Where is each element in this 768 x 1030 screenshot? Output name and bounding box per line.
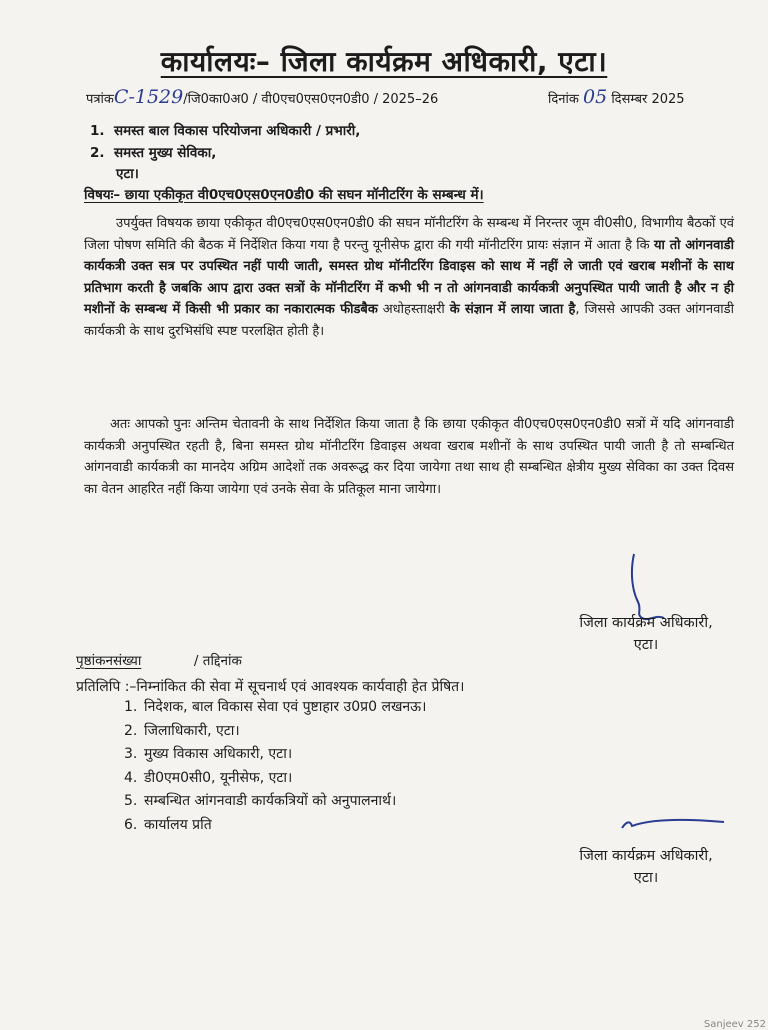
list-item-text: कार्यालय प्रति <box>144 816 212 833</box>
date-handwritten: 05 <box>582 86 608 108</box>
list-item-num: 4. <box>124 769 138 786</box>
para1-bold-1: या तो आंगनवाडी कार्यकत्री उक्त सत्र पर उपस्थित नहीं पायी जाती, समस्त ग्रोथ मॉनीटरिंग डिवाइस को साथ में नहीं ले जाती एवं खराब मशीनों के साथ प्रतिभाग करती है जबकि आप द्वारा उक्त सत्रों के मॉनीटरिंग में कभी भी न तो आंगनवाडी कार्यकत्री अनुपस्थित पायी जाती है और न ही मशीनों के सम्बन्ध में किसी भी प्रकार का नकारात्मक फीडबैक <box>84 237 734 317</box>
copy-intro: प्रतिलिपि :–निम्नांकित की सेवा में सूचनार्थ एवं आवश्यक कार्यवाही हेत प्रेषित। <box>76 679 465 695</box>
list-item-text: निदेशक, बाल विकास सेवा एवं पुष्टाहार उ0प्र0 लखनऊ। <box>144 699 427 715</box>
endorsement-date-label: / तद्दिनांक <box>193 653 242 669</box>
subject-line: विषयः– छाया एकीकृत वी0एच0एस0एन0डी0 की सघन मॉनीटरिंग के सम्बन्ध में। <box>84 187 484 203</box>
patrank-rest: /जि0का0अ0 / वी0एच0एस0एन0डी0 / 2025–26 <box>183 92 439 107</box>
signature-place: एटा। <box>633 870 659 886</box>
para1-text-2: अधोहस्ताक्षरी <box>377 302 450 317</box>
list-item-num: 6. <box>124 816 138 833</box>
addressee-1 <box>90 121 360 139</box>
addressee-2 <box>90 143 216 161</box>
list-item-num: 5. <box>124 793 138 809</box>
addressee-num: 2. <box>90 145 105 161</box>
addressee-place: एटा। <box>116 166 139 182</box>
date-label: दिनांक <box>548 92 579 107</box>
list-item-text: जिलाधिकारी, एटा। <box>144 722 240 739</box>
para1-text-1: उपर्युक्त विषयक छाया एकीकृत वी0एच0एस0एन0डी0 की सघन मॉनीटरिंग के सम्बन्ध में निरन्तर जूम वी0सी0, विभागीय बैठकों एवं जिला पोषण समिति की बैठक में निर्देशित किया गया है परन्तु यूनीसेफ द्वारा की गयी मॉनीटरिंग प्रायः संज्ञान में आता है कि <box>84 216 734 253</box>
addressee-text: समस्त बाल विकास परियोजना अधिकारी / प्रभारी, <box>113 123 361 139</box>
body-paragraph-1 <box>84 213 734 342</box>
list-item-num: 2. <box>124 722 138 739</box>
list-item-num: 1. <box>124 699 138 715</box>
office-title-text: कार्यालयः– जिला कार्यक्रम अधिकारी, एटा। <box>160 45 608 78</box>
list-item <box>124 720 426 744</box>
list-item-text: मुख्य विकास अधिकारी, एटा। <box>144 746 293 762</box>
office-title <box>0 42 768 80</box>
list-item-num: 3. <box>124 746 138 762</box>
list-item <box>124 743 426 767</box>
endorsement-number-label: पृष्ठांकनसंख्या <box>76 653 142 669</box>
signature-mark-2 <box>618 814 728 844</box>
para1-bold-2: के संज्ञान में लाया जाता है <box>449 302 576 317</box>
list-item <box>124 767 426 791</box>
body-paragraph-2: अतः आपको पुनः अन्तिम चेतावनी के साथ निर्देशित किया जाता है कि छाया एकीकृत वी0एच0एस0एन0डी0 सत्रों में यदि आंगनवाडी कार्यकत्री अनुपस्थित रहती है, बिना समस्त ग्रोथ मॉनीटरिंग डिवाइस अथवा खराब मशीनों के साथ उपस्थित पायी जाती है तो सम्बन्धित आंगनवाडी कार्यकत्री का मानदेय अग्रिम आदेशों तक अवरूद्ध कर दिया जायेगा तथा साथ ही सम्बन्धित क्षेत्रीय मुख्य सेविका का उक्त दिवस का वेतन आहरित नहीं किया जायेगा एवं उनके सेवा के प्रतिकूल माना जायेगा। <box>84 417 734 497</box>
para1-text-3: , जिससे आपकी उक्त आंगनवाडी कार्यकत्री के साथ दुरभिसंधि स्पष्ट परलक्षित होती है। <box>84 302 734 339</box>
endorsement-line <box>76 651 242 669</box>
list-item-text: डी0एम0सी0, यूनीसेफ, एटा। <box>144 769 293 786</box>
signature-block-2 <box>556 845 736 889</box>
addressee-text: समस्त मुख्य सेविका, <box>113 145 217 161</box>
signature-block-1 <box>556 612 736 656</box>
addressee-num: 1. <box>90 123 105 139</box>
date-rest: दिसम्बर 2025 <box>611 92 685 107</box>
signature-designation: जिला कार्यक्रम अधिकारी, <box>579 615 713 631</box>
patrank-label: पत्रांक <box>86 92 114 107</box>
signature-designation: जिला कार्यक्रम अधिकारी, <box>579 848 713 864</box>
reference-date <box>548 86 685 108</box>
scan-watermark: Sanjeev 252 <box>703 1019 766 1030</box>
signature-place: एटा। <box>633 637 659 653</box>
list-item <box>124 696 426 720</box>
list-item <box>124 790 426 814</box>
patrank-handwritten: C-1529 <box>113 86 184 108</box>
list-item-text: सम्बन्धित आंगनवाडी कार्यकत्रियों को अनुपालनार्थ। <box>144 793 397 809</box>
reference-number <box>86 86 438 108</box>
list-item <box>124 814 426 838</box>
copy-list <box>124 696 426 837</box>
